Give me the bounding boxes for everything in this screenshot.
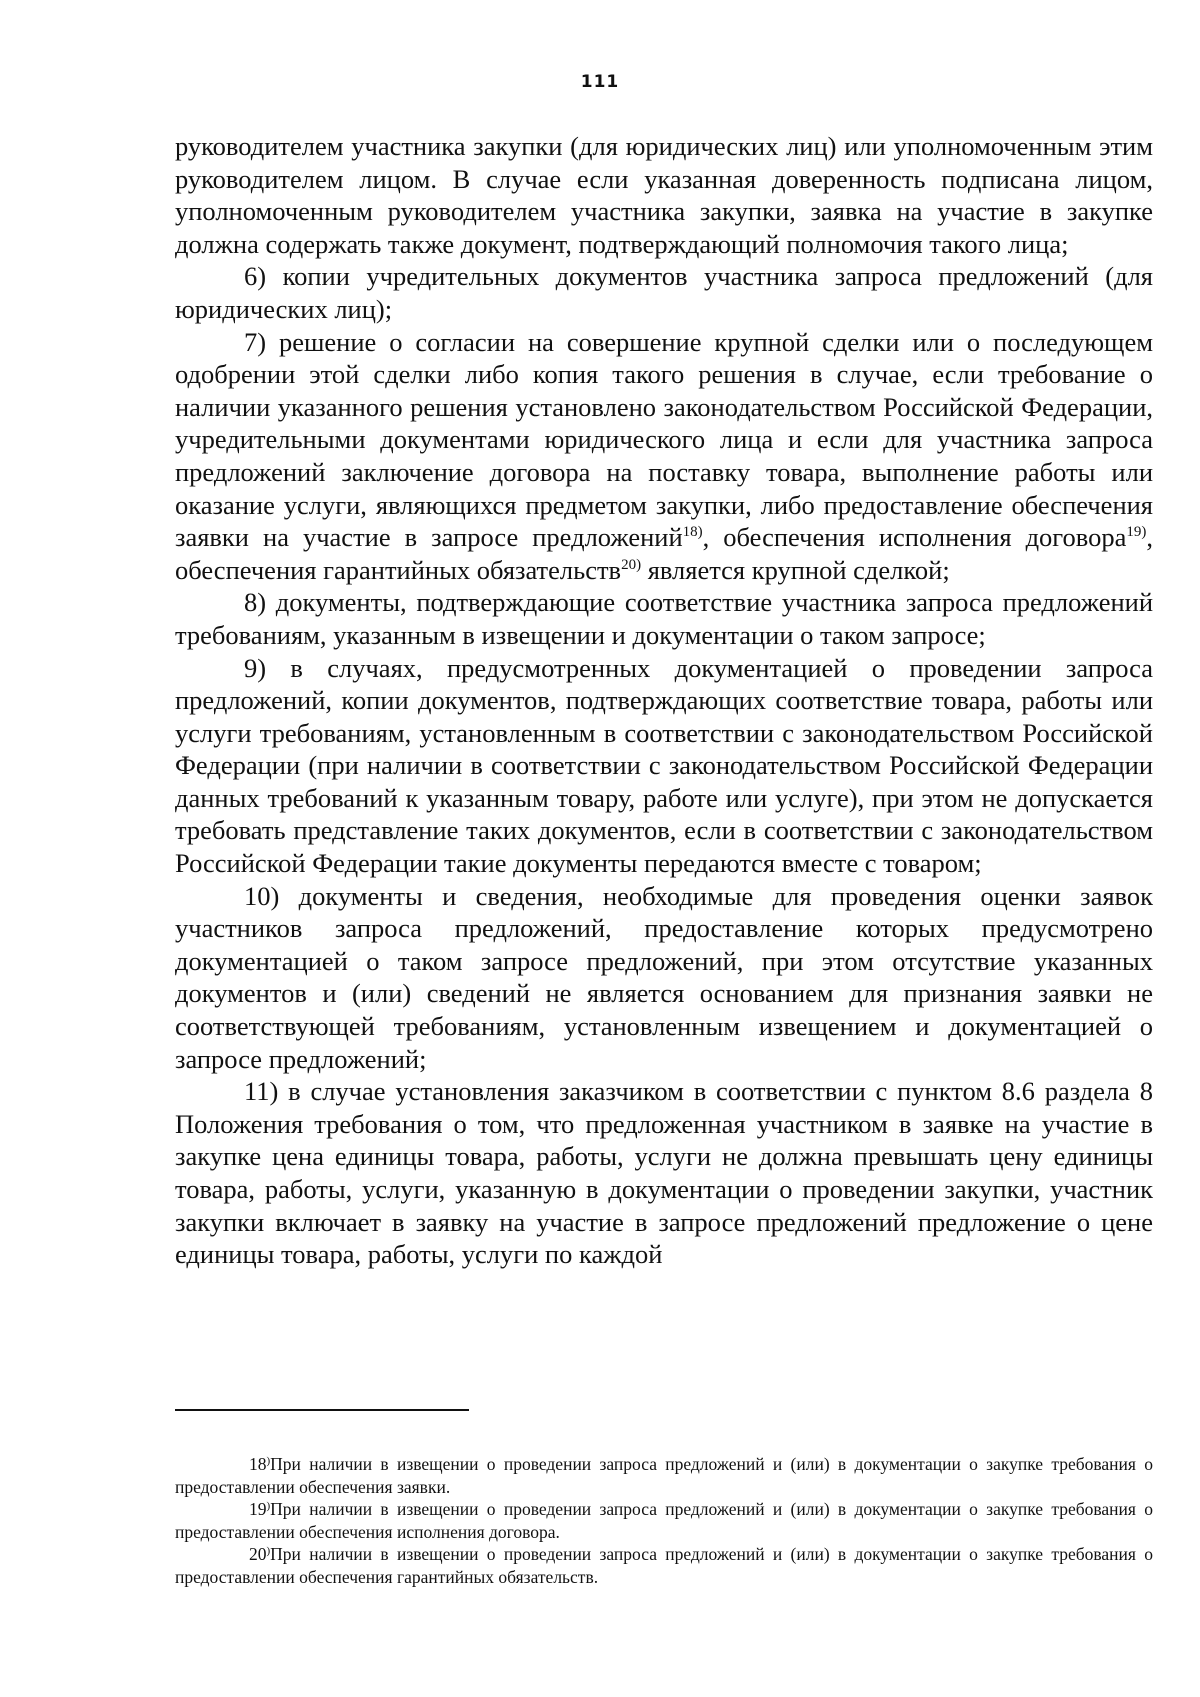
footnote-18 — [175, 1453, 1153, 1498]
footnote-20-mark: ) — [266, 1545, 271, 1557]
footnote-ref-19: 19) — [1126, 524, 1147, 541]
footnote-18-mark: ) — [266, 1455, 271, 1467]
footnote-20 — [175, 1543, 1153, 1588]
footnote-19 — [175, 1498, 1153, 1543]
paragraph-item-7-text-c: , обеспечения гарантийных обязательств — [175, 522, 1153, 585]
footnote-20-number: 20 — [249, 1544, 267, 1564]
paragraph-item-10: 10) документы и сведения, необходимые для проведения оценки заявок участников запроса предложений, предоставление которых предусмотрено документацией о таком запросе предложений, при этом отсутствие указанных документов и (или) сведений не является основанием для признания заявки не соответствующей требованиям, установленным извещением и документацией о запросе предложений; — [175, 880, 1153, 1074]
footnotes — [175, 1453, 1153, 1588]
paragraph-item-11: 11) в случае установления заказчиком в соответствии с пунктом 8.6 раздела 8 Положения требования о том, что предложенная участником в заявке на участие в закупке цена единицы товара, работы, услуги не должна превышать цену единицы товара, работы, услуги, указанную в документации о проведении закупки, участник закупки включает в заявку на участие в запросе предложений предложение о цене единицы товара, работы, услуги по каждой — [175, 1076, 1153, 1270]
paragraph-item-9: 9) в случаях, предусмотренных документацией о проведении запроса предложений, копии документов, подтверждающих соответствие товара, работы или услуги требованиям, установленным в соответствии с законодательством Российской Федерации (при наличии в соответствии с законодательством Российской Федерации данных требований к указанным товару, работе или услуге), при этом не допускается требовать представление таких документов, если в соответствии с законодательством Российской Федерации такие документы передаются вместе с товаром; — [175, 652, 1153, 879]
paragraph-item-7-text-b: , обеспечения исполнения договора — [702, 522, 1127, 553]
footnote-separator — [175, 1409, 469, 1411]
paragraph-continuation: руководителем участника закупки (для юридических лиц) или уполномоченным этим руководителем лицом. В случае если указанная доверенность подписана лицом, уполномоченным руководителем участника закупки, заявка на участие в закупке должна содержать также документ, подтверждающий полномочия такого лица; — [175, 131, 1153, 259]
paragraph-item-6: 6) копии учредительных документов участника запроса предложений (для юридических лиц); — [175, 261, 1153, 324]
footnote-18-number: 18 — [249, 1454, 267, 1474]
footnote-19-number: 19 — [249, 1499, 267, 1519]
paragraph-item-7-text-d: является крупной сделкой; — [641, 554, 950, 585]
page-number: 111 — [580, 72, 620, 92]
footnote-20-text: При наличии в извещении о проведении запроса предложений и (или) в документации о закупке требования о предоставлении обеспечения гарантийных обязательств. — [175, 1544, 1153, 1587]
document-body — [175, 130, 1153, 1271]
footnote-ref-18: 18) — [682, 524, 703, 541]
footnote-ref-20: 20) — [621, 556, 642, 573]
footnote-18-text: При наличии в извещении о проведении запроса предложений и (или) в документации о закупке требования о предоставлении обеспечения заявки. — [175, 1454, 1153, 1497]
footnote-19-text: При наличии в извещении о проведении запроса предложений и (или) в документации о закупке требования о предоставлении обеспечения исполнения договора. — [175, 1499, 1153, 1542]
paragraph-item-8: 8) документы, подтверждающие соответствие участника запроса предложений требованиям, указанным в извещении и документации о таком запросе; — [175, 587, 1153, 650]
footnote-19-mark: ) — [266, 1500, 271, 1512]
paragraph-item-7 — [175, 326, 1153, 587]
paragraph-item-7-text-a: 7) решение о согласии на совершение крупной сделки или о последующем одобрении этой сделки либо копия такого решения в случае, если требование о наличии указанного решения установлено законодательством Российской Федерации, учредительными документами юридического лица и если для участника запроса предложений заключение договора на поставку товара, выполнение работы или оказание услуги, являющихся предметом закупки, либо предоставление обеспечения заявки на участие в запросе предложений — [175, 326, 1153, 553]
